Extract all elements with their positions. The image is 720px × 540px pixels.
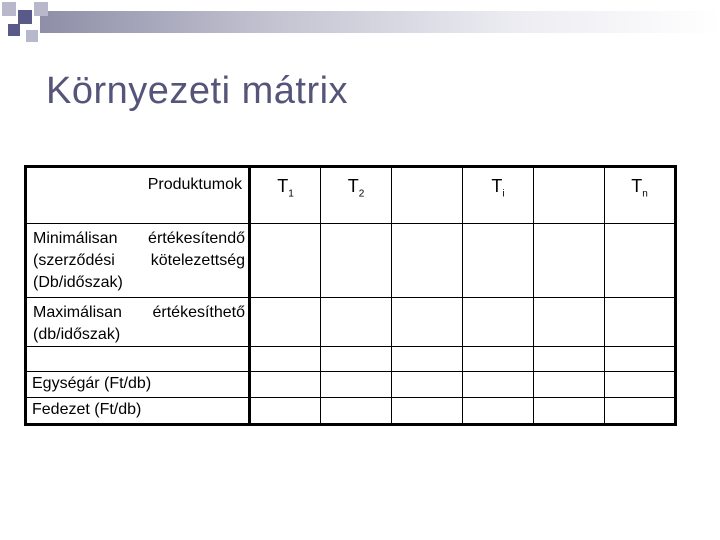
table-cell <box>534 347 605 372</box>
table-cell <box>534 398 605 425</box>
column-header-t2: $T_2$ <box>321 167 392 224</box>
table-cell <box>534 224 605 298</box>
table-cell <box>463 298 534 347</box>
table-cell <box>392 398 463 425</box>
table-cell <box>321 347 392 372</box>
column-header-t1: $T_1$ <box>250 167 321 224</box>
table-cell <box>463 372 534 398</box>
table-cell <box>534 372 605 398</box>
table-cell <box>250 298 321 347</box>
products-header-cell <box>26 167 250 224</box>
header-gradient-bar <box>40 11 720 33</box>
table-cell <box>605 347 676 372</box>
deco-square-3 <box>34 2 48 16</box>
table-row-minimum <box>26 224 676 298</box>
table-cell <box>463 224 534 298</box>
table-cell <box>605 224 676 298</box>
table-cell <box>250 372 321 398</box>
table-cell <box>463 398 534 425</box>
slide-title: Környezeti mátrix <box>46 70 349 112</box>
table-cell <box>605 372 676 398</box>
table-cell <box>392 298 463 347</box>
table-row-maximum <box>26 298 676 347</box>
table-row-blank <box>26 347 676 372</box>
table-header-row <box>26 167 676 224</box>
deco-square-1 <box>2 2 16 16</box>
products-header-label: Produktumok <box>147 176 242 193</box>
deco-square-2 <box>18 10 32 24</box>
maximum-left-text: Maximálisan (db/időszak) <box>33 304 122 343</box>
blank-label-cell <box>26 347 250 372</box>
table-cell <box>321 372 392 398</box>
minimum-left-text: Minimálisan (szerződési (Db/időszak) <box>33 230 123 291</box>
table-cell <box>605 298 676 347</box>
matrix-table-wrapper <box>24 165 677 426</box>
maximum-right-text: értékesíthető <box>152 304 245 321</box>
column-header-ti: $T_i$ <box>463 167 534 224</box>
table-row-margin <box>26 398 676 425</box>
table-cell <box>250 224 321 298</box>
maximum-label-cell <box>26 298 250 347</box>
table-cell <box>321 398 392 425</box>
table-cell <box>250 347 321 372</box>
table-cell <box>463 347 534 372</box>
column-header-blank-1 <box>392 167 463 224</box>
column-header-blank-2 <box>534 167 605 224</box>
table-cell <box>605 398 676 425</box>
deco-square-5 <box>26 30 38 42</box>
table-cell <box>392 372 463 398</box>
minimum-right-text: értékesítendő kötelezettség <box>148 230 245 269</box>
margin-label: Fedezet (Ft/db) <box>26 398 250 425</box>
environment-matrix-table <box>24 165 677 426</box>
table-cell <box>534 298 605 347</box>
table-cell <box>392 224 463 298</box>
unit-price-label: Egységár (Ft/db) <box>26 372 250 398</box>
header-decoration <box>0 0 720 45</box>
minimum-label-cell <box>26 224 250 298</box>
deco-square-4 <box>8 24 20 36</box>
table-cell <box>250 398 321 425</box>
table-row-unit-price <box>26 372 676 398</box>
column-header-tn: $T_n$ <box>605 167 676 224</box>
table-cell <box>321 298 392 347</box>
table-cell <box>321 224 392 298</box>
table-cell <box>392 347 463 372</box>
